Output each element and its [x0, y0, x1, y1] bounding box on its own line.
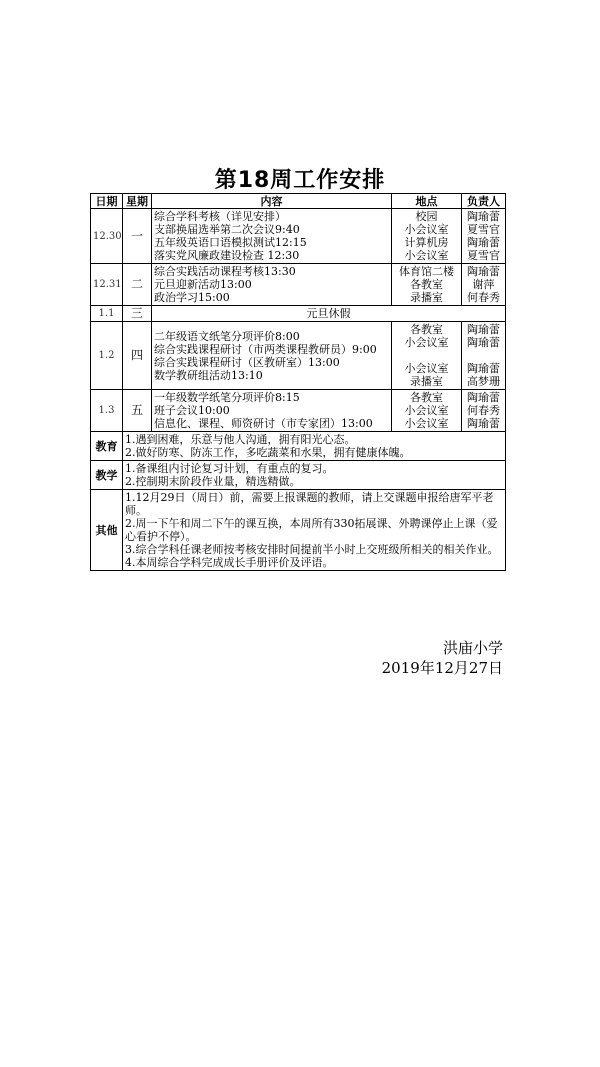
content-cell [152, 264, 392, 306]
place-line: 录播室 [410, 291, 443, 304]
weekday-cell: 五 [123, 390, 152, 432]
section-row-teaching [91, 461, 506, 490]
content-line: 综合学科考核（详见安排） [154, 210, 286, 223]
date-cell: 12.30 [91, 209, 123, 264]
content-line: 综合实践课程研讨（市两类课程教研员）9:00 [154, 342, 377, 356]
place-cell [392, 264, 462, 306]
table-row [91, 264, 506, 306]
section-row-other [91, 490, 506, 571]
date-cell: 12.31 [91, 264, 123, 306]
place-cell [392, 322, 462, 390]
place-line: 体育馆二楼 [399, 265, 454, 278]
schedule-table [90, 193, 506, 571]
note-line: 4.本周综合学科完成成长手册评价及评语。 [125, 556, 334, 569]
table-row [91, 390, 506, 432]
person-line: 陶瑜蕾 [467, 336, 500, 349]
weekday-cell: 一 [123, 209, 152, 264]
header-date: 日期 [91, 194, 123, 209]
school-name: 洪庙小学 [442, 639, 503, 657]
person-line: 陶瑜蕾 [467, 210, 500, 223]
place-line: 各教室 [410, 278, 443, 291]
content-line: 支部换届选举第二次会议9:40 [154, 223, 300, 236]
section-label: 教学 [91, 461, 123, 490]
header-row [91, 194, 506, 209]
place-line: 录播室 [410, 375, 443, 388]
person-cell [462, 322, 506, 390]
place-cell [392, 390, 462, 432]
person-line: 何春秀 [467, 404, 500, 417]
note-line: 2.周一下午和周二下午的课互换，本周所有330拓展课、外聘课停止上课（爱心看护不停）。 [125, 517, 498, 543]
table-row [91, 306, 506, 322]
person-line: 夏雪官 [467, 223, 500, 236]
note-line: 2.做好防寒、防冻工作，多吃蔬菜和水果，拥有健康体魄。 [125, 446, 411, 459]
section-label: 教育 [91, 432, 123, 461]
content-line: 信息化、课程、师资研讨（市专家团）13:00 [154, 417, 373, 430]
place-line: 小会议室 [404, 404, 449, 417]
person-line: 陶瑜蕾 [467, 391, 500, 404]
section-label: 其他 [91, 490, 123, 571]
header-person: 负责人 [462, 194, 506, 209]
section-notes [123, 461, 506, 490]
content-cell [152, 322, 392, 390]
place-line: 小会议室 [404, 417, 449, 430]
place-line [394, 349, 459, 362]
weekday-cell: 二 [123, 264, 152, 306]
date-cell: 1.2 [91, 322, 123, 390]
weekday-cell: 三 [123, 306, 152, 322]
page-title: 第18周工作安排 [214, 168, 386, 193]
section-notes [123, 432, 506, 461]
content-cell [152, 390, 392, 432]
table-row [91, 322, 506, 390]
content-line: 元旦迎新活动13:00 [154, 278, 252, 291]
person-line: 何春秀 [467, 291, 500, 304]
person-line: 陶瑜蕾 [467, 417, 500, 430]
holiday-cell: 元旦休假 [152, 306, 506, 322]
content-line: 五年级英语口语模拟测试12:15 [154, 236, 307, 249]
place-line: 各教室 [410, 323, 443, 336]
content-line: 综合实践活动课程考核13:30 [154, 265, 296, 278]
note-line: 1.12月29日（周日）前，需要上报课题的教师，请上交课题申报给唐军平老师。 [125, 491, 494, 517]
place-line: 小会议室 [404, 336, 449, 349]
weekday-cell: 四 [123, 322, 152, 390]
header-weekday: 星期 [123, 194, 152, 209]
content-line: 综合实践课程研讨（区教研室）13:00 [154, 355, 340, 369]
content-line: 政治学习15:00 [154, 291, 230, 304]
place-line: 校园 [415, 210, 438, 223]
note-line: 1.遇到困难，乐意与他人沟通，拥有阳光心态。 [125, 433, 356, 446]
note-line: 2.控制期末阶段作业量，精选精做。 [125, 475, 301, 488]
place-line: 小会议室 [404, 249, 449, 262]
place-line: 计算机房 [404, 236, 449, 249]
person-line: 高梦珊 [467, 375, 500, 388]
section-row-education [91, 432, 506, 461]
person-cell [462, 209, 506, 264]
person-line: 陶瑜蕾 [467, 236, 500, 249]
content-line: 数学教研组活动13:10 [154, 368, 263, 382]
person-line: 谢萍 [472, 278, 495, 291]
place-line: 各教室 [410, 391, 443, 404]
section-notes [123, 490, 506, 571]
content-line: 二年级语文纸笔分项评价8:00 [154, 329, 300, 343]
issue-date: 2019年12月27日 [381, 659, 503, 677]
person-cell [462, 264, 506, 306]
note-line: 3.综合学科任课老师按考核安排时间提前半小时上交班级所相关的相关作业。 [125, 543, 499, 556]
person-line: 陶瑜蕾 [467, 323, 500, 336]
person-line: 陶瑜蕾 [467, 362, 500, 375]
place-line: 小会议室 [404, 223, 449, 236]
date-cell: 1.1 [91, 306, 123, 322]
person-line: 陶瑜蕾 [467, 265, 500, 278]
place-cell [392, 209, 462, 264]
header-place: 地点 [392, 194, 462, 209]
person-line [464, 349, 503, 362]
note-line: 1.备课组内讨论复习计划，有重点的复习。 [125, 462, 334, 475]
content-line: 班子会议10:00 [154, 404, 230, 417]
content-cell [152, 209, 392, 264]
header-content: 内容 [152, 194, 392, 209]
date-cell: 1.3 [91, 390, 123, 432]
place-line: 小会议室 [404, 362, 449, 375]
person-cell [462, 390, 506, 432]
content-line: 落实党风廉政建设检查 12:30 [154, 249, 300, 262]
person-line: 夏雪官 [467, 249, 500, 262]
table-row [91, 209, 506, 264]
content-line: 一年级数学纸笔分项评价8:15 [154, 391, 300, 404]
